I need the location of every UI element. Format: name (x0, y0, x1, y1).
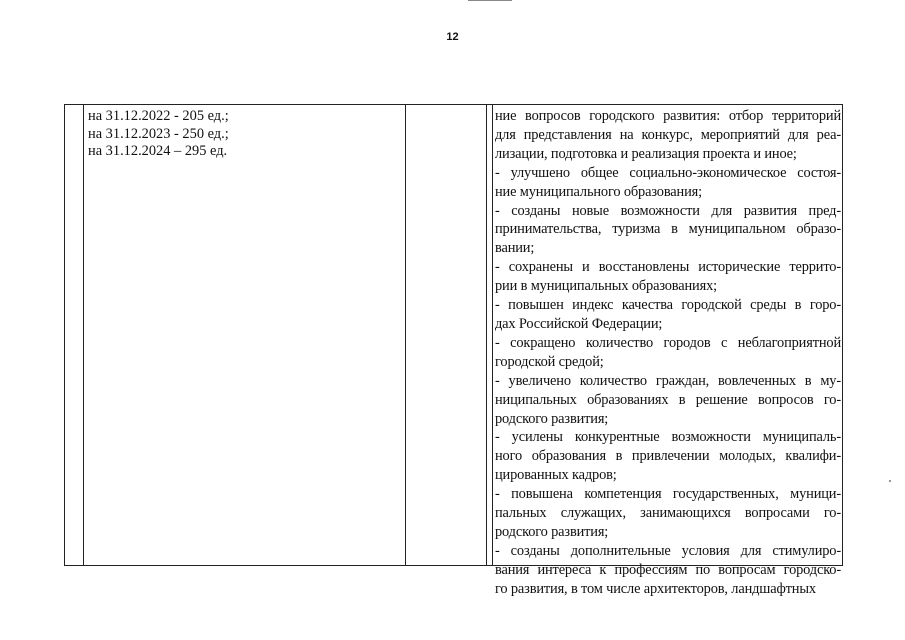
expected-result-line: лизации, подготовка и реализация проекта и иное; (495, 145, 797, 162)
page-number: 12 (446, 31, 459, 43)
column-divider (83, 105, 84, 565)
expected-result-line: вания интереса к профессиям по вопросам городско- (495, 561, 841, 578)
expected-result-line: - повышен индекс качества городской среды в горо- (495, 297, 841, 314)
expected-result-line: ниципальных образованиях в решение вопросов го- (495, 391, 841, 408)
target-value-line: на 31.12.2024 – 295 ед. (88, 143, 228, 160)
expected-result-line: - улучшено общее социально-экономическое состоя- (495, 164, 841, 181)
expected-result-line: принимательства, туризма в муниципальном образо- (495, 221, 841, 238)
target-values-cell (88, 108, 398, 161)
expected-result-line: городской средой; (495, 353, 604, 370)
expected-result-line: пальных служащих, занимающихся вопросами го- (495, 505, 841, 522)
column-divider (492, 105, 493, 565)
expected-results-cell (495, 107, 841, 599)
top-edge-mark (468, 0, 512, 1)
expected-result-line: родского развития; (495, 523, 609, 540)
expected-result-line: - повышена компетенция государственных, муници- (495, 486, 841, 503)
target-value-line: на 31.12.2022 - 205 ед.; (88, 108, 229, 124)
expected-result-line: ние муниципального образования; (495, 183, 702, 200)
expected-result-line: го развития, в том числе архитекторов, ландшафтных (495, 580, 816, 597)
expected-result-line: ние вопросов городского развития: отбор территорий (495, 108, 841, 124)
expected-result-line: цированных кадров; (495, 467, 617, 484)
expected-result-line: - созданы дополнительные условия для стимулиро- (495, 542, 841, 559)
column-divider (486, 105, 487, 565)
expected-result-line: вании; (495, 240, 535, 257)
expected-result-line: родского развития; (495, 410, 609, 427)
expected-result-line: - созданы новые возможности для развития пред- (495, 202, 841, 219)
expected-result-line: дах Российской Федерации; (495, 315, 663, 332)
expected-result-line: рии в муниципальных образованиях; (495, 278, 717, 295)
expected-result-line: для представления на конкурс, мероприятий для реа- (495, 126, 841, 143)
expected-result-line: - усилены конкурентные возможности муниципаль- (495, 429, 841, 446)
scan-speck (889, 480, 891, 482)
expected-result-line: - сокращено количество городов с неблагоприятной (495, 334, 841, 351)
expected-result-line: ного образования в привлечении молодых, квалифи- (495, 448, 841, 465)
expected-result-line: - сохранены и восстановлены исторические террито- (495, 259, 841, 276)
expected-result-line: - увеличено количество граждан, вовлеченных в му- (495, 372, 841, 389)
results-table (64, 104, 843, 597)
column-divider (405, 105, 406, 565)
target-value-line: на 31.12.2023 - 250 ед.; (88, 125, 229, 142)
